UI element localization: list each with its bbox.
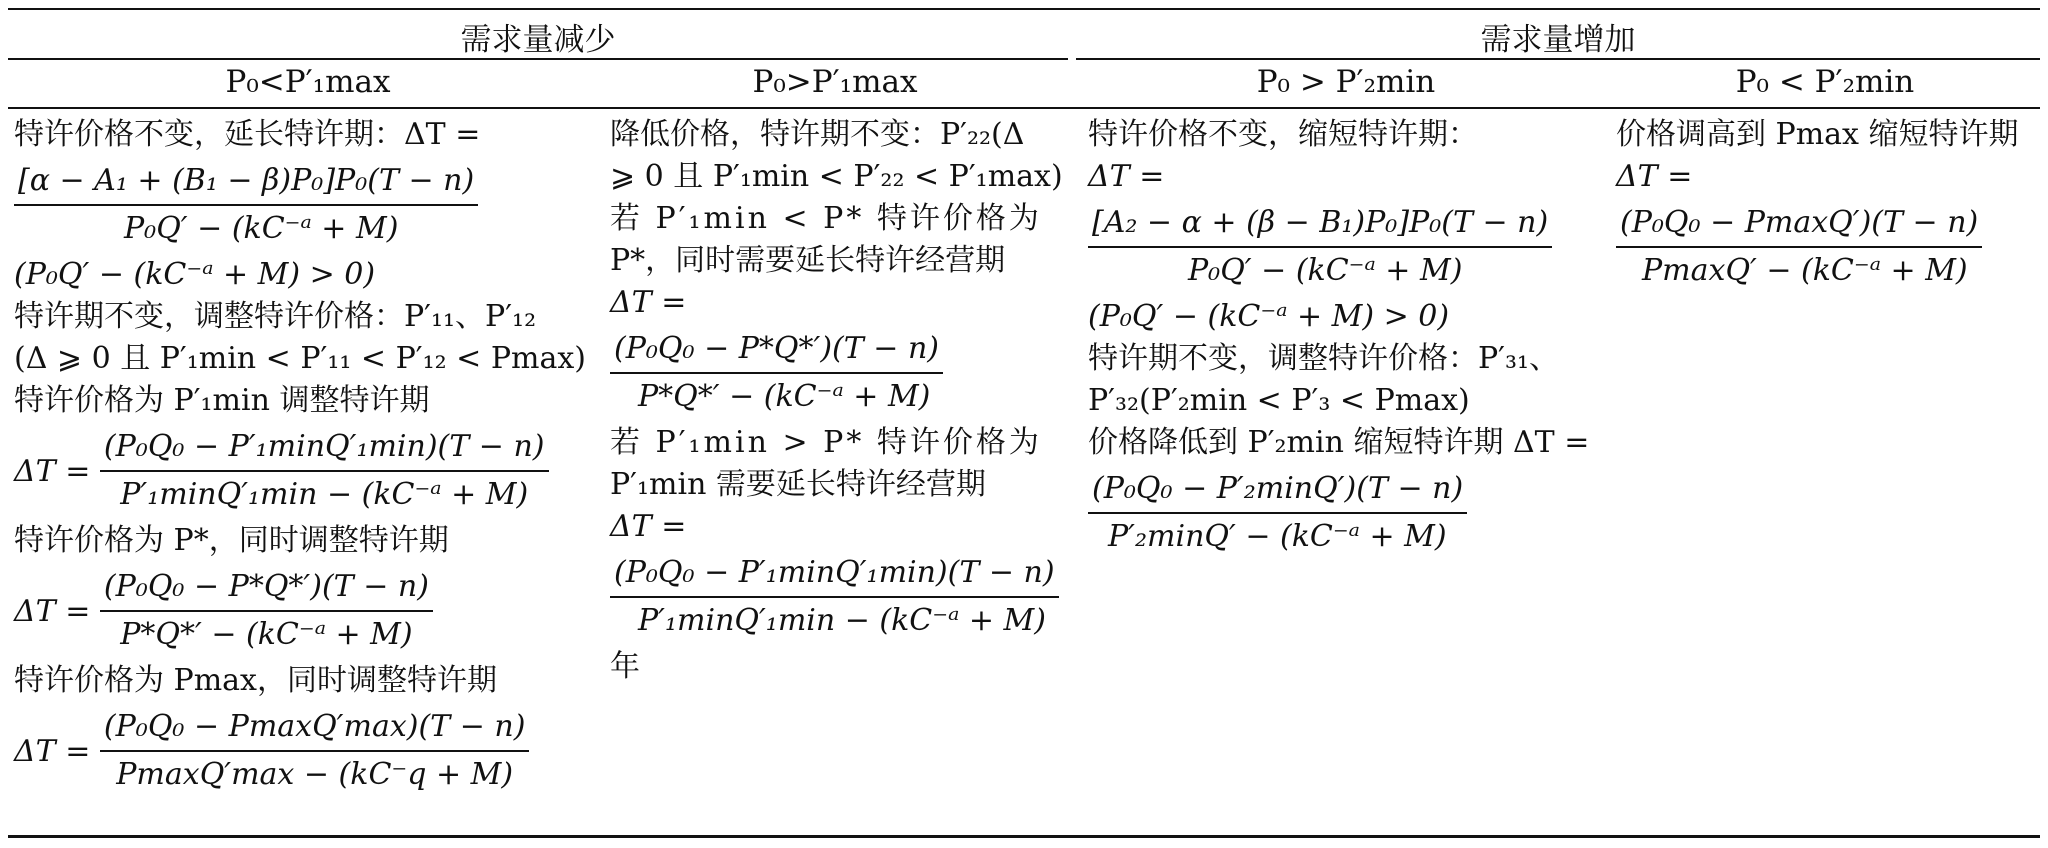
header-bottom-rule xyxy=(8,107,2040,109)
column-3-cell xyxy=(1088,114,1613,562)
col4-fraction-1-denominator: PmaxQ′ − (kC⁻ᵃ + M) xyxy=(1642,253,1968,288)
col1-line-5: 特许价格为 P′₁min 调整特许期 xyxy=(14,383,430,418)
col1-line-1: 特许价格不变，延长特许期：ΔT = xyxy=(14,117,481,152)
col3-line-5: P′₃₂(P′₂min < P′₃ < Pmax) xyxy=(1088,383,1470,418)
col2-line-8: ΔT = xyxy=(610,509,687,544)
col1-fraction-4-denominator: PmaxQ′max − (kC⁻q + M) xyxy=(116,757,514,792)
subheader-p0-greater-p2min: P₀ > P′₂min xyxy=(1256,64,1436,100)
col1-formula-4-lhs: ΔT = xyxy=(14,733,91,769)
col2-line-3: 若 P′₁min < P* 特许价格为 xyxy=(610,201,1042,236)
top-rule xyxy=(8,8,2040,10)
col1-fraction-1-denominator: P₀Q′ − (kC⁻ᵃ + M) xyxy=(124,211,399,246)
col1-line-6: 特许价格为 P*，同时调整特许期 xyxy=(14,523,449,558)
col1-line-7: 特许价格为 Pmax，同时调整特许期 xyxy=(14,663,497,698)
col2-line-7: P′₁min 需要延长特许经营期 xyxy=(610,467,986,502)
col2-line-5: ΔT = xyxy=(610,285,687,320)
col4-fraction-1-numerator: (P₀Q₀ − PmaxQ′)(T − n) xyxy=(1616,200,1982,248)
col2-line-2: ⩾ 0 且 P′₁min < P′₂₂ < P′₁max) xyxy=(610,159,1063,194)
col3-line-4: 特许期不变，调整特许价格：P′₃₁、 xyxy=(1088,341,1560,376)
col3-line-6: 价格降低到 P′₂min 缩短特许期 ΔT = xyxy=(1088,425,1590,460)
col1-line-2: (P₀Q′ − (kC⁻ᵃ + M) > 0) xyxy=(14,257,376,292)
col1-fraction-2-denominator: P′₁minQ′₁min − (kC⁻ᵃ + M) xyxy=(120,477,529,512)
col2-fraction-1-denominator: P*Q*′ − (kC⁻ᵃ + M) xyxy=(638,379,931,414)
col2-line-9: 年 xyxy=(610,649,640,684)
column-1-cell xyxy=(14,114,599,800)
col3-fraction-2-numerator: (P₀Q₀ − P′₂minQ′)(T − n) xyxy=(1088,466,1467,514)
col1-fraction-4 xyxy=(100,704,530,798)
col3-fraction-2-denominator: P′₂minQ′ − (kC⁻ᵃ + M) xyxy=(1108,519,1447,554)
col1-fraction-2 xyxy=(100,424,549,518)
column-4-cell xyxy=(1616,114,2036,296)
col2-fraction-2-denominator: P′₁minQ′₁min − (kC⁻ᵃ + M) xyxy=(638,603,1046,638)
col3-line-2: ΔT = xyxy=(1088,159,1165,194)
col3-fraction-1-denominator: P₀Q′ − (kC⁻ᵃ + M) xyxy=(1188,253,1463,288)
col3-fraction-1 xyxy=(1088,200,1552,294)
col3-fraction-2 xyxy=(1088,466,1467,560)
subheader-p0-less-p1max: P₀<P′₁max xyxy=(225,64,391,100)
col2-line-6: 若 P′₁min > P* 特许价格为 xyxy=(610,425,1042,460)
col3-line-3: (P₀Q′ − (kC⁻ᵃ + M) > 0) xyxy=(1088,299,1450,334)
col3-line-1: 特许价格不变，缩短特许期： xyxy=(1088,117,1478,152)
subheader-p0-greater-p1max: P₀>P′₁max xyxy=(752,64,918,100)
bottom-rule xyxy=(8,835,2040,838)
column-2-cell xyxy=(610,114,1065,688)
col1-formula-2-lhs: ΔT = xyxy=(14,453,91,489)
col1-fraction-3-denominator: P*Q*′ − (kC⁻ᵃ + M) xyxy=(120,617,413,652)
col4-line-2: ΔT = xyxy=(1616,159,1693,194)
col3-fraction-1-numerator: [A₂ − α + (β − B₁)P₀]P₀(T − n) xyxy=(1088,200,1552,248)
col1-fraction-3-numerator: (P₀Q₀ − P*Q*′)(T − n) xyxy=(100,564,433,612)
col1-fraction-1-numerator: [α − A₁ + (B₁ − β)P₀]P₀(T − n) xyxy=(14,158,478,206)
col1-fraction-1 xyxy=(14,158,478,252)
col1-formula-4 xyxy=(14,704,599,798)
col1-fraction-3 xyxy=(100,564,433,658)
col1-fraction-2-numerator: (P₀Q₀ − P′₁minQ′₁min)(T − n) xyxy=(100,424,549,472)
col2-fraction-2-numerator: (P₀Q₀ − P′₁minQ′₁min)(T − n) xyxy=(610,550,1059,598)
col2-line-4: P*，同时需要延长特许经营期 xyxy=(610,243,1006,278)
header-demand-increase: 需求量增加 xyxy=(1480,22,1636,58)
col2-line-1: 降低价格，特许期不变：P′₂₂(Δ xyxy=(610,117,1025,152)
subheader-p0-less-p2min: P₀ < P′₂min xyxy=(1735,64,1915,100)
col1-fraction-4-numerator: (P₀Q₀ − PmaxQ′max)(T − n) xyxy=(100,704,530,752)
col2-fraction-1 xyxy=(610,326,943,420)
col1-formula-3 xyxy=(14,564,599,658)
col1-formula-3-lhs: ΔT = xyxy=(14,593,91,629)
col4-line-1: 价格调高到 Pmax 缩短特许期 xyxy=(1616,117,2019,152)
header-demand-decrease: 需求量减少 xyxy=(460,22,616,58)
col1-line-4: (Δ ⩾ 0 且 P′₁min < P′₁₁ < P′₁₂ < Pmax) xyxy=(14,341,586,376)
col2-fraction-2 xyxy=(610,550,1059,644)
col1-line-3: 特许期不变，调整特许价格：P′₁₁、P′₁₂ xyxy=(14,299,537,334)
col4-fraction-1 xyxy=(1616,200,1982,294)
col2-fraction-1-numerator: (P₀Q₀ − P*Q*′)(T − n) xyxy=(610,326,943,374)
col1-formula-2 xyxy=(14,424,599,518)
